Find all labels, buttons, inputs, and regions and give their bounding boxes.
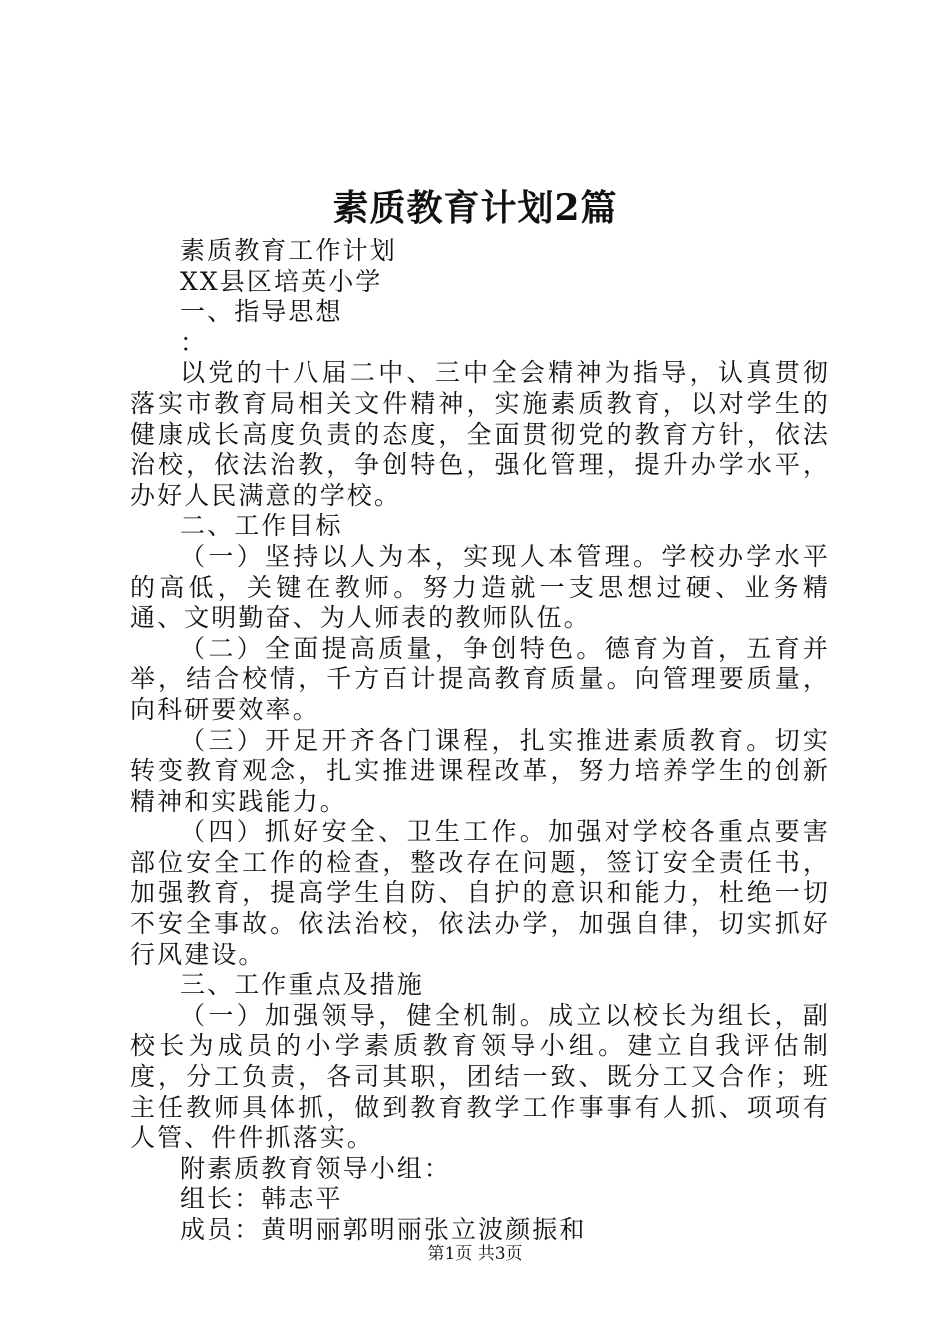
section-heading-work-goals: 二、工作目标 xyxy=(180,511,343,541)
group-leader-line: 组长：韩志平 xyxy=(180,1184,343,1214)
paragraph-goal-2: （二）全面提高质量，争创特色。德育为首，五育并举，结合校情，千方百计提高教育质量。向管理要质量，向科研要效率。 xyxy=(130,633,830,724)
leadership-group-heading: 附素质教育领导小组： xyxy=(180,1153,452,1183)
plan-title-line: 素质教育工作计划 xyxy=(180,236,397,265)
page-number-footer: 第1页 共3页 xyxy=(427,1244,523,1264)
paragraph-guiding-ideology: 以党的十八届二中、三中全会精神为指导，认真贯彻落实市教育局相关文件精神，实施素质教育，以对学生的健康成长高度负责的态度，全面贯彻党的教育方针，依法治校，依法治教，争创特色，强化管理，提升办学水平，办好人民满意的学校。 xyxy=(130,358,830,510)
section-heading-key-measures: 三、工作重点及措施 xyxy=(180,970,424,1000)
group-members-line: 成员：黄明丽郭明丽张立波颜振和 xyxy=(180,1215,587,1244)
school-name-line: XX县区培英小学 xyxy=(180,266,383,296)
section-heading-guiding-ideology: 一、指导思想 xyxy=(180,297,343,327)
paragraph-measure-1: （一）加强领导，健全机制。成立以校长为组长，副校长为成员的小学素质教育领导小组。建立自我评估制度，分工负责，各司其职，团结一致、既分工又合作；班主任教师具体抓，做到教育教学工作事事有人抓、项项有人管、件件抓落实。 xyxy=(130,1000,830,1153)
document-body xyxy=(130,236,830,1246)
document-title: 素质教育计划2篇 xyxy=(332,187,618,229)
paragraph-goal-1: （一）坚持以人为本，实现人本管理。学校办学水平的高低，关键在教师。努力造就一支思想过硬、业务精通、文明勤奋、为人师表的教师队伍。 xyxy=(130,541,830,633)
colon-line: ： xyxy=(180,327,208,357)
paragraph-goal-3: （三）开足开齐各门课程，扎实推进素质教育。切实转变教育观念，扎实推进课程改革，努力培养学生的创新精神和实践能力。 xyxy=(130,725,830,816)
paragraph-goal-4: （四）抓好安全、卫生工作。加强对学校各重点要害部位安全工作的检查，整改存在问题，签订安全责任书，加强教育，提高学生自防、自护的意识和能力，杜绝一切不安全事故。依法治校，依法办学，加强自律，切实抓好行风建设。 xyxy=(130,817,830,969)
